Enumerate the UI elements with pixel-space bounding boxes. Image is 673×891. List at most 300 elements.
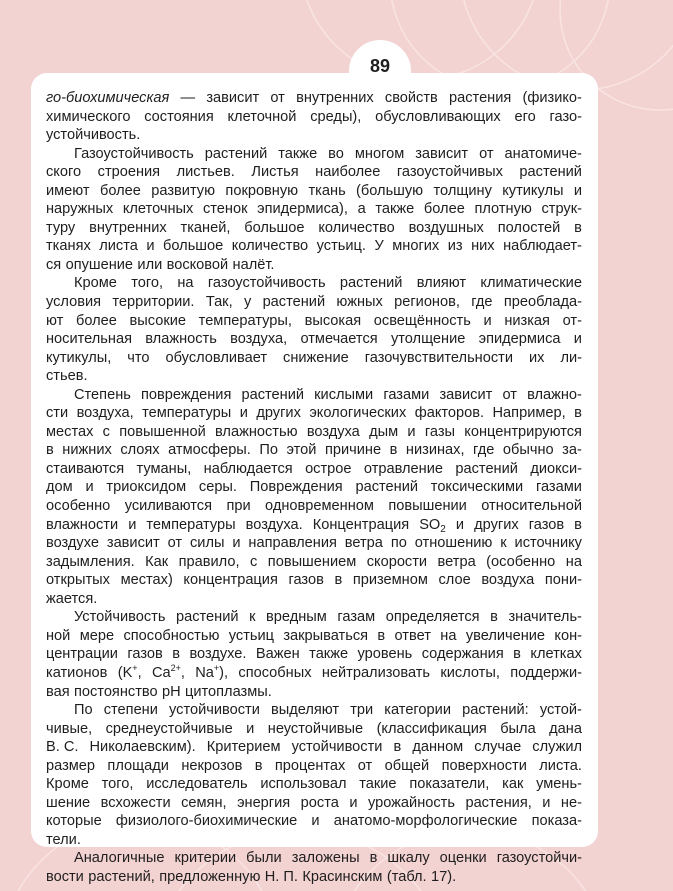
word: развитую: [151, 182, 216, 199]
word: химического: [46, 108, 131, 125]
word: растений: [241, 386, 305, 403]
word: клеточных: [122, 201, 194, 218]
word: шение: [46, 794, 91, 811]
text-line: [46, 89, 582, 108]
word: и: [239, 405, 248, 422]
body-text: [46, 89, 582, 887]
word: приземном: [352, 572, 428, 589]
word: ответ: [394, 627, 431, 644]
word: ют: [46, 312, 64, 329]
word: растений: [339, 275, 403, 292]
word: и: [542, 794, 551, 811]
word: кон-: [554, 627, 582, 644]
word: температуры: [142, 405, 232, 422]
word: В. С.: [46, 739, 79, 756]
word: этой: [286, 442, 317, 459]
word: усиливаются: [124, 498, 212, 515]
word: газами: [383, 386, 430, 403]
word: тканей,: [180, 219, 231, 236]
word: дым: [369, 423, 399, 440]
text-line: [46, 200, 582, 219]
word: Кроме: [46, 776, 89, 793]
word: с: [102, 423, 110, 440]
word: была: [500, 720, 536, 737]
word: неустойчивые: [267, 720, 364, 737]
word: воздухе.: [189, 646, 247, 663]
word: воздуха: [481, 572, 535, 589]
word: анатомиче-: [504, 145, 582, 162]
word: три: [350, 702, 374, 719]
word: газы: [424, 423, 455, 440]
word: отношению: [414, 535, 493, 552]
word: газов: [127, 646, 163, 663]
word: от: [502, 386, 517, 403]
text-line: [46, 757, 582, 776]
word: других: [474, 516, 519, 533]
word: воздушных: [408, 219, 484, 236]
word: газов: [528, 516, 565, 533]
word: туманы,: [136, 460, 192, 477]
word: Важен: [255, 646, 300, 663]
word: повреждения: [141, 386, 232, 403]
word: —: [180, 90, 196, 106]
word: многом: [354, 145, 405, 162]
word: от: [270, 90, 285, 106]
word: категории: [384, 702, 451, 719]
word: также: [309, 646, 349, 663]
word: снижение: [283, 349, 349, 366]
word: газоустойчи-: [496, 850, 582, 867]
word: и: [349, 794, 358, 811]
word: направления: [248, 535, 337, 552]
word: к: [500, 535, 507, 552]
text-line: [46, 423, 582, 442]
word: низинах,: [405, 442, 465, 459]
word: Например,: [492, 405, 566, 422]
word: более: [423, 201, 465, 218]
word: или: [137, 256, 163, 273]
text-line: [46, 145, 582, 164]
word: поддержи-: [510, 664, 582, 681]
word: от: [167, 535, 183, 552]
word: ского: [46, 164, 82, 181]
word: регионов,: [394, 294, 460, 311]
text-line: [46, 590, 582, 609]
word: условия: [46, 294, 102, 311]
word: клеточной: [227, 108, 297, 125]
text-line: [46, 367, 582, 386]
word: температуры,: [198, 312, 292, 329]
word: Устойчивость: [74, 609, 166, 626]
word: цитоплазмы.: [185, 683, 272, 700]
word: при: [226, 498, 251, 515]
word: местах): [120, 572, 173, 589]
word: были: [246, 850, 282, 867]
word: в: [513, 646, 521, 663]
word: случае: [474, 739, 522, 756]
word: причине: [324, 442, 382, 459]
word: ветра: [344, 535, 383, 552]
word: исследователь: [146, 776, 248, 793]
word: устьиц.: [316, 238, 366, 255]
text-line: [46, 460, 582, 479]
word: Концентрация: [312, 516, 410, 533]
word: обычно: [502, 442, 554, 459]
word: источнику: [514, 535, 582, 552]
word: устьиц: [228, 627, 274, 644]
word: среднеустойчивые: [105, 720, 233, 737]
word: степени: [103, 702, 158, 719]
word: а: [357, 201, 366, 218]
word: ткань: [308, 182, 346, 199]
word: дана: [549, 720, 582, 737]
word: воздуха,: [76, 405, 134, 422]
text-line: [46, 312, 582, 331]
word: воздуха,: [230, 331, 288, 348]
word: высокие: [129, 312, 187, 329]
text-line: [46, 738, 582, 757]
word: стаиваются: [46, 460, 125, 477]
word: Николаевским).: [89, 739, 196, 756]
word: влажность: [145, 331, 217, 348]
text-line: [46, 219, 582, 238]
text-line: [46, 330, 582, 349]
text-line: [46, 441, 582, 460]
text-line: [46, 794, 582, 813]
text-line: [46, 608, 582, 627]
text-line: [46, 404, 582, 423]
word: от-: [562, 312, 582, 329]
word: некрозов: [181, 757, 243, 774]
word: в: [574, 405, 582, 422]
word: территории.: [112, 294, 195, 311]
word: заложены: [291, 850, 360, 867]
word: где: [471, 294, 493, 311]
word: тканях: [46, 238, 91, 255]
word: состояния: [144, 108, 214, 125]
word: постоянство: [73, 683, 158, 700]
word: также: [278, 145, 318, 162]
word: устойчивости: [169, 702, 260, 719]
word: увеличение: [465, 627, 546, 644]
word: дом: [46, 479, 73, 496]
text-line: [46, 553, 582, 572]
word: определяется: [385, 609, 480, 626]
word: атмосферы.: [168, 442, 251, 459]
word: наружных: [46, 201, 114, 218]
word: газам: [337, 609, 376, 626]
word: того,: [131, 275, 164, 292]
text-line: [46, 627, 582, 646]
text-line: [46, 163, 582, 182]
word: утолщение: [390, 331, 466, 348]
word: газо-: [549, 108, 582, 125]
word: влияют: [416, 275, 467, 292]
text-line: [46, 126, 582, 145]
word: и: [455, 516, 465, 533]
word: в: [574, 516, 582, 533]
word: ной: [46, 627, 71, 644]
word: правило,: [178, 553, 240, 570]
word: где: [473, 442, 495, 459]
word: диокси-: [530, 460, 582, 477]
word: $Ca^{2+}$,: [151, 662, 185, 681]
word: влажно-: [527, 386, 582, 403]
word: листьев.: [176, 164, 235, 181]
word: Степень: [74, 386, 131, 403]
word: освещённость: [373, 312, 471, 329]
word: Кроме: [74, 275, 117, 292]
word: что: [127, 349, 150, 366]
page-number: 89: [369, 56, 391, 76]
text-line: [46, 478, 582, 497]
word: растений,: [88, 868, 155, 885]
word: У: [374, 238, 384, 255]
text-line: [46, 497, 582, 516]
word: как: [502, 776, 524, 793]
word: растений: [204, 145, 268, 162]
word: растений:: [462, 702, 529, 719]
word: урожайность: [367, 794, 455, 811]
text-line: [46, 868, 582, 887]
word: устой-: [539, 702, 582, 719]
word: роста: [300, 794, 339, 811]
word: более: [75, 312, 117, 329]
word: стенок: [202, 201, 248, 218]
word: размер: [46, 757, 96, 774]
text-line: [46, 812, 582, 831]
word: Критерием: [206, 739, 281, 756]
word: растения,: [465, 794, 532, 811]
word: не-: [560, 794, 582, 811]
word: процентах: [274, 757, 346, 774]
word: к: [249, 609, 256, 626]
word: пони-: [544, 572, 582, 589]
word: триоксидом: [106, 479, 187, 496]
word: одновременном: [265, 498, 374, 515]
word: которые: [46, 813, 102, 830]
word: семян,: [181, 794, 227, 811]
word: шкалу: [387, 850, 430, 867]
word: налёт.: [232, 256, 275, 273]
word: Листья: [251, 164, 299, 181]
word: го-биохимическая: [46, 90, 170, 106]
word: обусловливающих: [375, 108, 501, 125]
word: влажности: [46, 516, 119, 533]
word: эпидермиса),: [257, 201, 348, 218]
word: в: [377, 627, 386, 644]
word: стьев.: [46, 368, 88, 385]
word: струк-: [541, 201, 582, 218]
word: внутренних: [296, 90, 374, 106]
word: и: [311, 813, 320, 830]
word: из: [447, 238, 463, 255]
text-line: [46, 293, 582, 312]
word: растений: [176, 609, 239, 626]
word: жается.: [46, 590, 98, 607]
word: растения: [449, 90, 512, 106]
word: Повреждения: [249, 479, 343, 496]
word: Na+),: [195, 662, 229, 681]
word: ли-: [560, 349, 582, 366]
text-line: [46, 256, 582, 275]
word: и: [483, 312, 492, 329]
word: за-: [562, 442, 582, 459]
word: у: [243, 294, 252, 311]
word: покровную: [225, 182, 299, 199]
word: уровень: [357, 646, 413, 663]
word: зависит: [415, 145, 469, 162]
word: более: [100, 182, 141, 199]
text-line: [46, 534, 582, 553]
word: Так,: [205, 294, 233, 311]
text-line: [46, 701, 582, 720]
word: низкая: [504, 312, 550, 329]
word: в: [490, 609, 498, 626]
text-line: [46, 645, 582, 664]
word: строения: [97, 164, 161, 181]
word: концентрируются: [464, 423, 582, 440]
text-line: [46, 775, 582, 794]
word: кутикулы,: [46, 349, 112, 366]
word: поверхности: [441, 757, 527, 774]
word: растений: [262, 294, 326, 311]
word: $SO_2$: [419, 516, 446, 535]
word: центрации: [46, 646, 118, 663]
word: кутикулы: [502, 182, 564, 199]
word: южных: [336, 294, 383, 311]
text-line: [46, 664, 582, 683]
word: способностью: [123, 627, 220, 644]
word: в: [172, 646, 180, 663]
word: растений: [455, 460, 518, 477]
word: вости: [46, 868, 84, 885]
word: нижних: [62, 442, 112, 459]
word: многих: [392, 238, 440, 255]
word: выделяют: [270, 702, 340, 719]
word: повышении: [388, 498, 467, 515]
word: клетках: [530, 646, 582, 663]
word: открытых: [46, 572, 110, 589]
text-line: [46, 237, 582, 256]
word: слое: [438, 572, 471, 589]
word: силы: [190, 535, 225, 552]
word: такие: [359, 776, 397, 793]
word: показатели,: [409, 776, 490, 793]
word: факторов.: [414, 405, 485, 422]
word: внутренних: [89, 219, 167, 236]
word: наблюдается: [203, 460, 293, 477]
word: использовал: [260, 776, 347, 793]
word: их: [528, 349, 545, 366]
word: Н. П.: [264, 868, 298, 885]
word: его: [514, 108, 536, 125]
word: Аналогичные: [74, 850, 165, 867]
word: зависит: [206, 90, 260, 106]
word: вая: [46, 683, 70, 700]
word: в: [574, 219, 582, 236]
word: энергия: [237, 794, 291, 811]
word: мере: [79, 627, 115, 644]
word: зависит: [106, 535, 160, 552]
word: носительная: [46, 331, 132, 348]
word: высокая: [304, 312, 362, 329]
word: в: [389, 442, 398, 459]
word: и: [573, 182, 582, 199]
word: преоблада-: [503, 294, 582, 311]
word: воздуха: [306, 423, 360, 440]
word: свойств: [384, 90, 438, 106]
text-line: [46, 849, 582, 868]
word: газочувствительности: [364, 349, 513, 366]
word: отмечается: [300, 331, 378, 348]
word: в: [334, 572, 343, 589]
word: них: [471, 238, 495, 255]
text-line: [46, 831, 582, 850]
text-line: [46, 108, 582, 127]
word: растений: [519, 164, 582, 181]
word: экологических: [309, 405, 407, 422]
word: (K+,: [117, 662, 142, 681]
word: кислыми: [314, 386, 374, 403]
word: и: [128, 516, 137, 533]
word: острое: [305, 460, 352, 477]
word: на: [177, 275, 194, 292]
word: кислоты,: [440, 664, 500, 681]
word: наиболее: [315, 164, 381, 181]
word: вредным: [266, 609, 327, 626]
word: ветра: [437, 553, 476, 570]
text-line: [46, 516, 582, 535]
word: среды),: [310, 108, 362, 125]
word: По: [74, 702, 93, 719]
word: толщину: [433, 182, 492, 199]
word: задымления.: [46, 553, 135, 570]
word: (классификация: [376, 720, 487, 737]
word: по: [390, 535, 407, 552]
word: обусловливает: [165, 349, 268, 366]
word: наблюдает-: [503, 238, 582, 255]
word: во: [328, 145, 344, 162]
word: воздухе: [46, 535, 99, 552]
word: устойчивости: [291, 739, 383, 756]
text-line: [46, 571, 582, 590]
word: того,: [101, 776, 134, 793]
word: зависит: [439, 386, 493, 403]
word: отравление: [363, 460, 443, 477]
word: устойчивость.: [46, 127, 141, 144]
word: значитель-: [508, 609, 582, 626]
word: умень-: [536, 776, 582, 793]
text-line: [46, 182, 582, 201]
word: оценки: [439, 850, 487, 867]
word: полостей: [497, 219, 561, 236]
word: в: [393, 739, 402, 756]
word: на: [565, 553, 582, 570]
word: имеют: [46, 182, 90, 199]
word: восковой: [166, 256, 229, 273]
text-line: [46, 386, 582, 405]
word: ся: [46, 256, 62, 273]
word: в: [46, 442, 54, 459]
word: с: [250, 553, 258, 570]
word: газами: [535, 479, 582, 496]
word: особенно: [46, 498, 111, 515]
word: опушение: [65, 256, 134, 273]
word: скорости: [366, 553, 428, 570]
word: анатомо-морфологические: [333, 813, 518, 830]
word: растений: [355, 479, 419, 496]
